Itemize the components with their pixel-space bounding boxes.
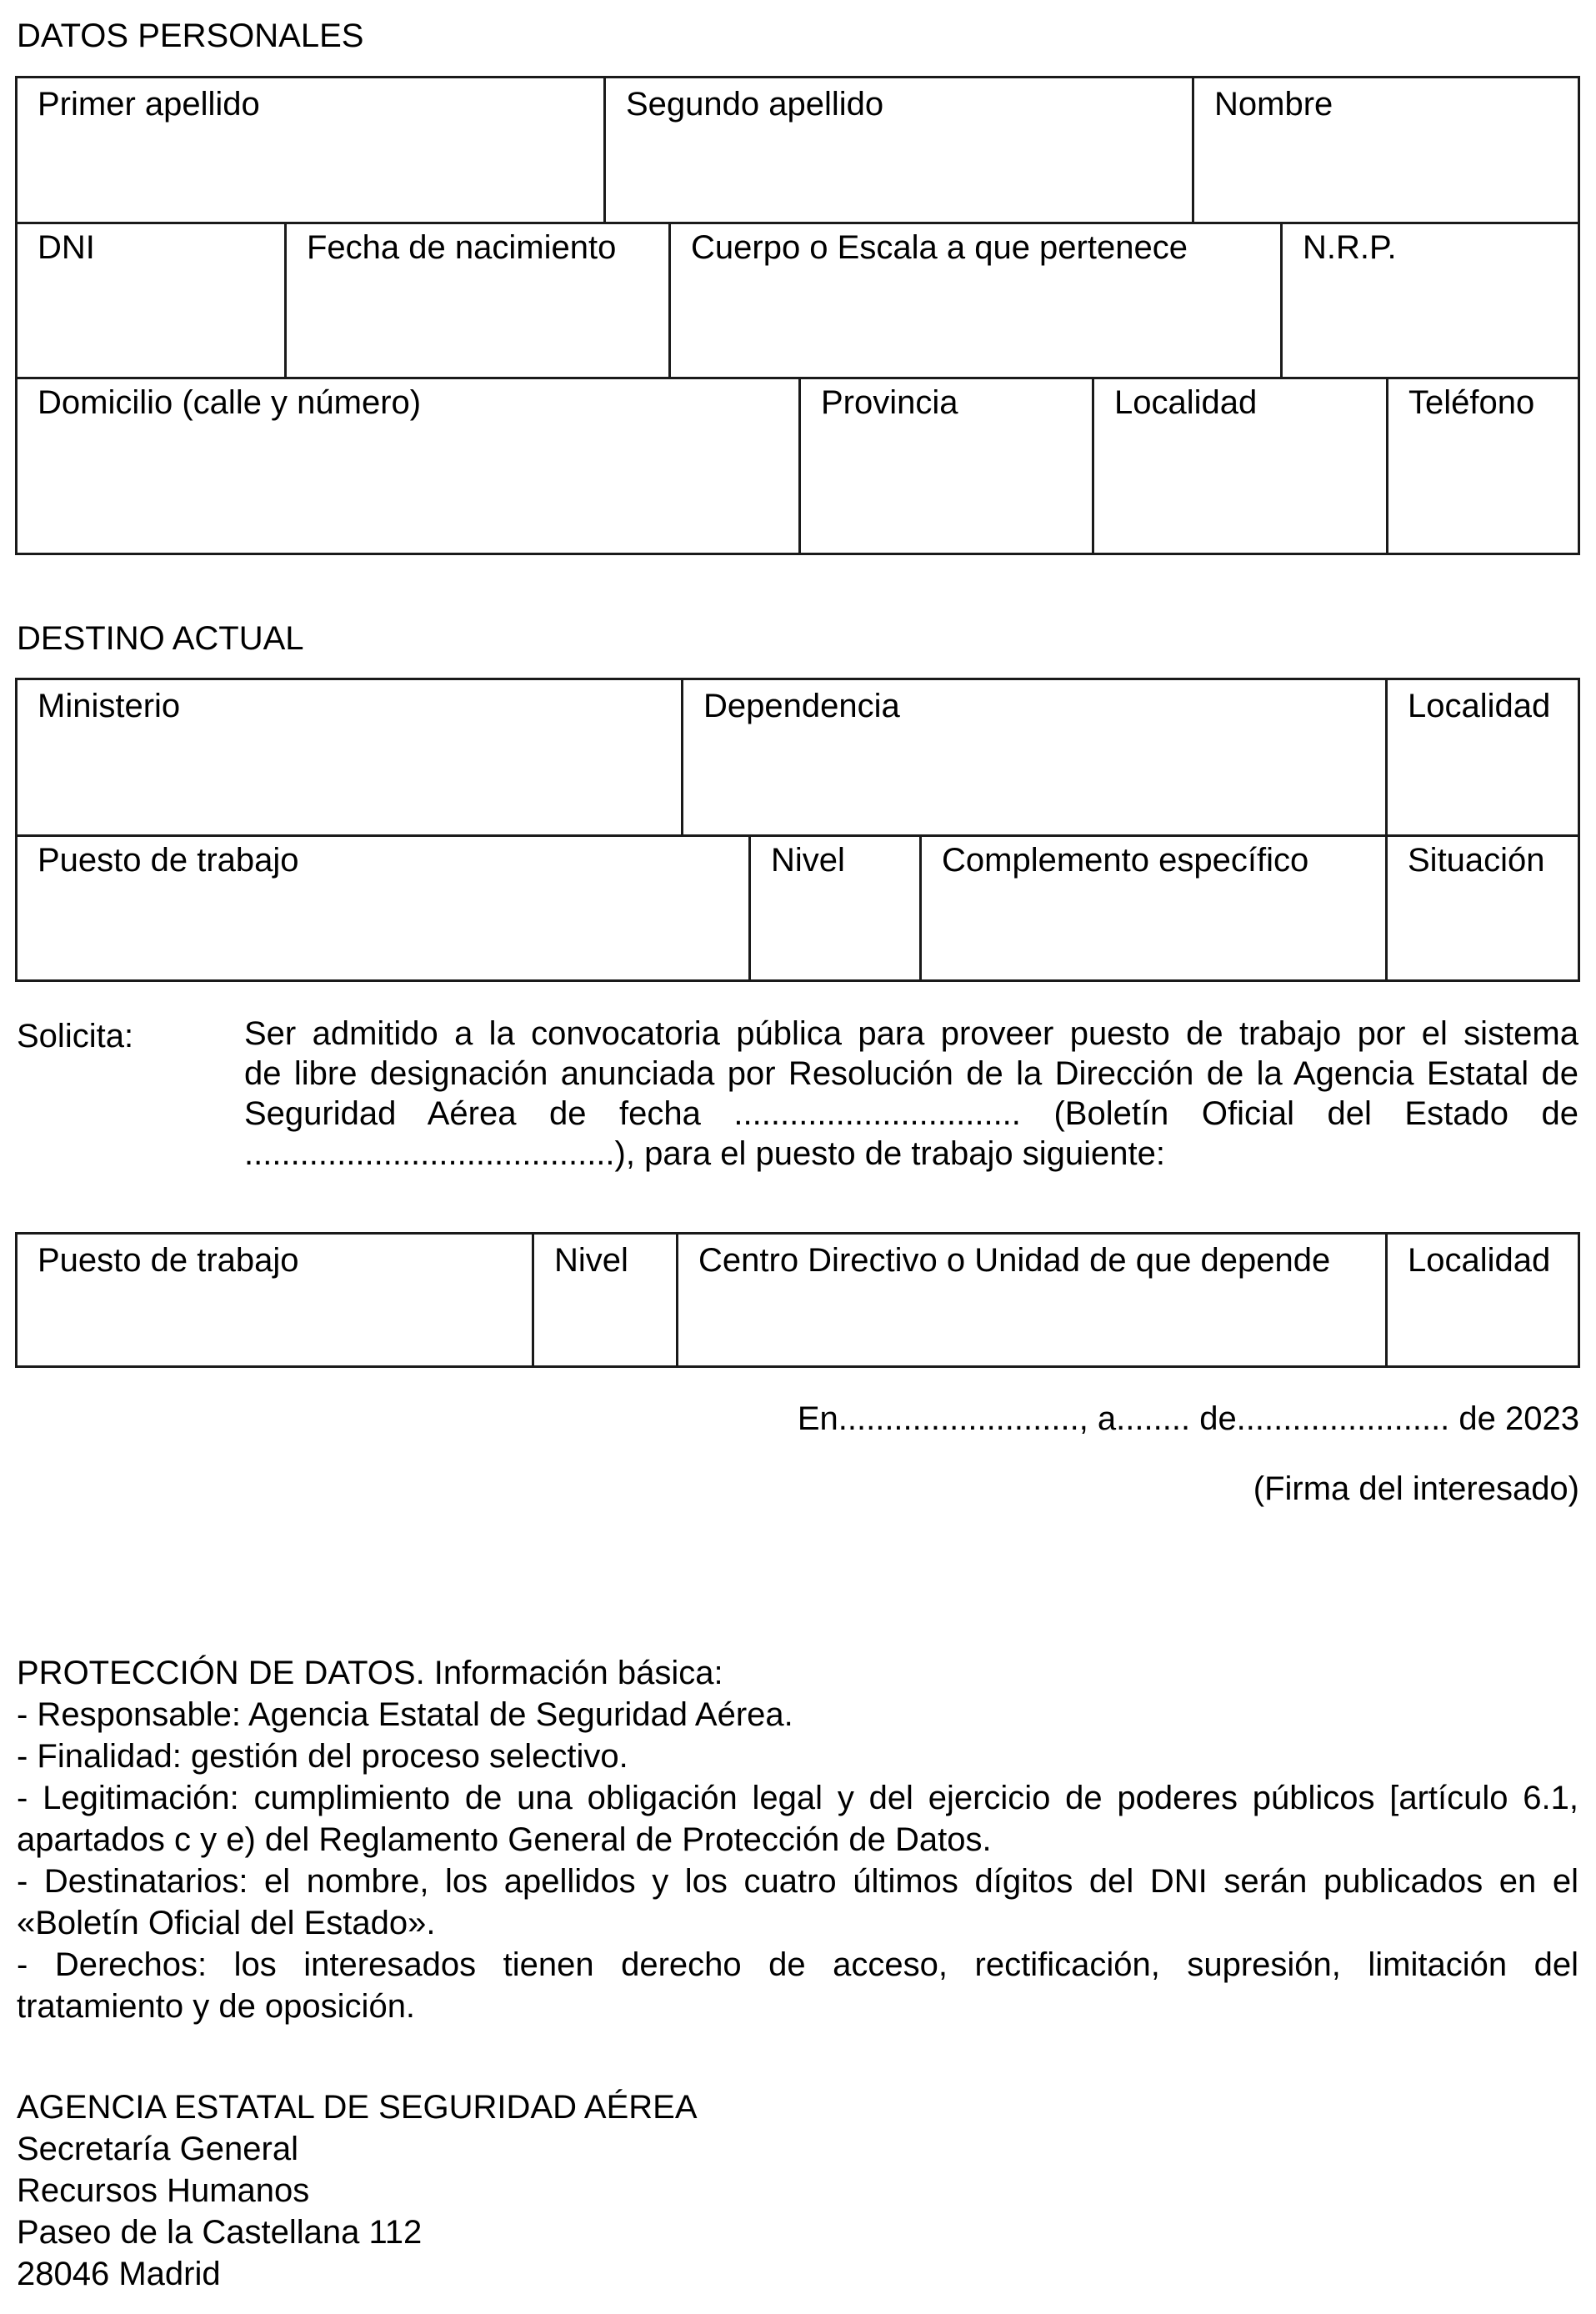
dependencia-label: Dependencia (703, 688, 900, 724)
domicilio-field[interactable] (18, 377, 801, 553)
primer-apellido-label: Primer apellido (38, 86, 260, 123)
centro-directivo-field[interactable] (678, 1235, 1388, 1365)
direccion-line: Recursos Humanos (17, 2172, 310, 2209)
puesto-trabajo-solicitado-label: Puesto de trabajo (38, 1242, 299, 1279)
cuerpo-escala-field[interactable] (671, 222, 1283, 377)
fecha-nacimiento-field[interactable] (287, 222, 671, 377)
nrp-label: N.R.P. (1303, 229, 1397, 266)
nombre-label: Nombre (1214, 86, 1333, 123)
proteccion-datos-line: «Boletín Oficial del Estado». (17, 1905, 436, 1941)
cuerpo-escala-label: Cuerpo o Escala a que pertenece (691, 229, 1188, 266)
puesto-solicitado-table (15, 1232, 1580, 1368)
solicita-line: Ser admitido a la convocatoria pública para proveer puesto de trabajo por el sistema (244, 1015, 1578, 1052)
proteccion-datos-heading: PROTECCIÓN DE DATOS. Información básica: (17, 1655, 723, 1691)
puesto-solicitado-row (18, 1235, 1578, 1365)
agencia-nombre: AGENCIA ESTATAL DE SEGURIDAD AÉREA (17, 2089, 698, 2126)
puesto-trabajo-solicitado-field[interactable] (18, 1235, 534, 1365)
proteccion-datos-line: - Destinatarios: el nombre, los apellidos y los cuatro últimos dígitos del DNI serán publicados en el (17, 1863, 1578, 1900)
proteccion-datos-line: - Finalidad: gestión del proceso selectivo. (17, 1738, 628, 1775)
primer-apellido-field[interactable] (18, 78, 606, 222)
destino-actual-table (15, 678, 1580, 982)
localidad-field[interactable] (1094, 377, 1388, 553)
nivel-actual-label: Nivel (771, 842, 845, 879)
nivel-solicitado-field[interactable] (534, 1235, 678, 1365)
localidad-actual-label: Localidad (1408, 688, 1551, 724)
telefono-label: Teléfono (1408, 384, 1535, 421)
localidad-solicitada-field[interactable] (1388, 1235, 1578, 1365)
localidad-actual-field[interactable] (1388, 680, 1578, 834)
segundo-apellido-field[interactable] (606, 78, 1194, 222)
dependencia-field[interactable] (683, 680, 1388, 834)
puesto-trabajo-actual-field[interactable] (18, 834, 751, 979)
situacion-label: Situación (1408, 842, 1545, 879)
nrp-field[interactable] (1283, 222, 1578, 377)
solicita-line: ........................................), para el puesto de trabajo siguiente: (244, 1135, 1165, 1172)
nivel-solicitado-label: Nivel (554, 1242, 628, 1279)
firma-interesado-label: (Firma del interesado) (1253, 1470, 1579, 1507)
ministerio-label: Ministerio (38, 688, 181, 724)
nivel-actual-field[interactable] (751, 834, 922, 979)
proteccion-datos-line: apartados c y e) del Reglamento General de Protección de Datos. (17, 1821, 992, 1858)
destino-actual-heading: DESTINO ACTUAL (17, 620, 304, 657)
destino-actual-row-1 (18, 680, 1578, 837)
domicilio-label: Domicilio (calle y número) (38, 384, 422, 421)
datos-personales-row-2 (18, 222, 1578, 379)
proteccion-datos-line: - Responsable: Agencia Estatal de Seguridad Aérea. (17, 1696, 793, 1733)
proteccion-datos-line: - Derechos: los interesados tienen derecho de acceso, rectificación, supresión, limitación del (17, 1946, 1578, 1983)
situacion-field[interactable] (1388, 834, 1578, 979)
direccion-line: Paseo de la Castellana 112 (17, 2214, 423, 2251)
provincia-label: Provincia (821, 384, 958, 421)
datos-personales-heading: DATOS PERSONALES (17, 18, 364, 54)
solicita-label: Solicita: (17, 1018, 134, 1054)
ministerio-field[interactable] (18, 680, 683, 834)
puesto-trabajo-actual-label: Puesto de trabajo (38, 842, 299, 879)
datos-personales-row-1 (18, 78, 1578, 224)
complemento-especifico-label: Complemento específico (942, 842, 1309, 879)
proteccion-datos-line: - Legitimación: cumplimiento de una obligación legal y del ejercicio de poderes públicos [artículo 6.1, (17, 1780, 1578, 1816)
datos-personales-table (15, 76, 1580, 555)
solicita-line: de libre designación anunciada por Resolución de la Dirección de la Agencia Estatal de (244, 1055, 1578, 1092)
direccion-agencia (17, 2086, 1017, 2295)
fecha-nacimiento-label: Fecha de nacimiento (307, 229, 617, 266)
localidad-solicitada-label: Localidad (1408, 1242, 1551, 1279)
nombre-field[interactable] (1194, 78, 1578, 222)
centro-directivo-label: Centro Directivo o Unidad de que depende (698, 1242, 1331, 1279)
datos-personales-row-3 (18, 377, 1578, 553)
direccion-line: 28046 Madrid (17, 2256, 221, 2292)
lugar-fecha[interactable]: En.........................., a........ de....................... de 2023 (797, 1400, 1579, 1437)
proteccion-datos-line: tratamiento y de oposición. (17, 1988, 416, 2025)
telefono-field[interactable] (1388, 377, 1578, 553)
provincia-field[interactable] (801, 377, 1094, 553)
dni-field[interactable] (18, 222, 287, 377)
dni-label: DNI (38, 229, 95, 266)
solicita-text (244, 1014, 1578, 1174)
localidad-label: Localidad (1114, 384, 1258, 421)
proteccion-datos (17, 1652, 1578, 2027)
segundo-apellido-label: Segundo apellido (626, 86, 884, 123)
complemento-especifico-field[interactable] (922, 834, 1388, 979)
direccion-line: Secretaría General (17, 2131, 298, 2167)
solicita-line: Seguridad Aérea de fecha ............................... (Boletín Oficial del Estado de (244, 1095, 1578, 1132)
destino-actual-row-2 (18, 834, 1578, 979)
